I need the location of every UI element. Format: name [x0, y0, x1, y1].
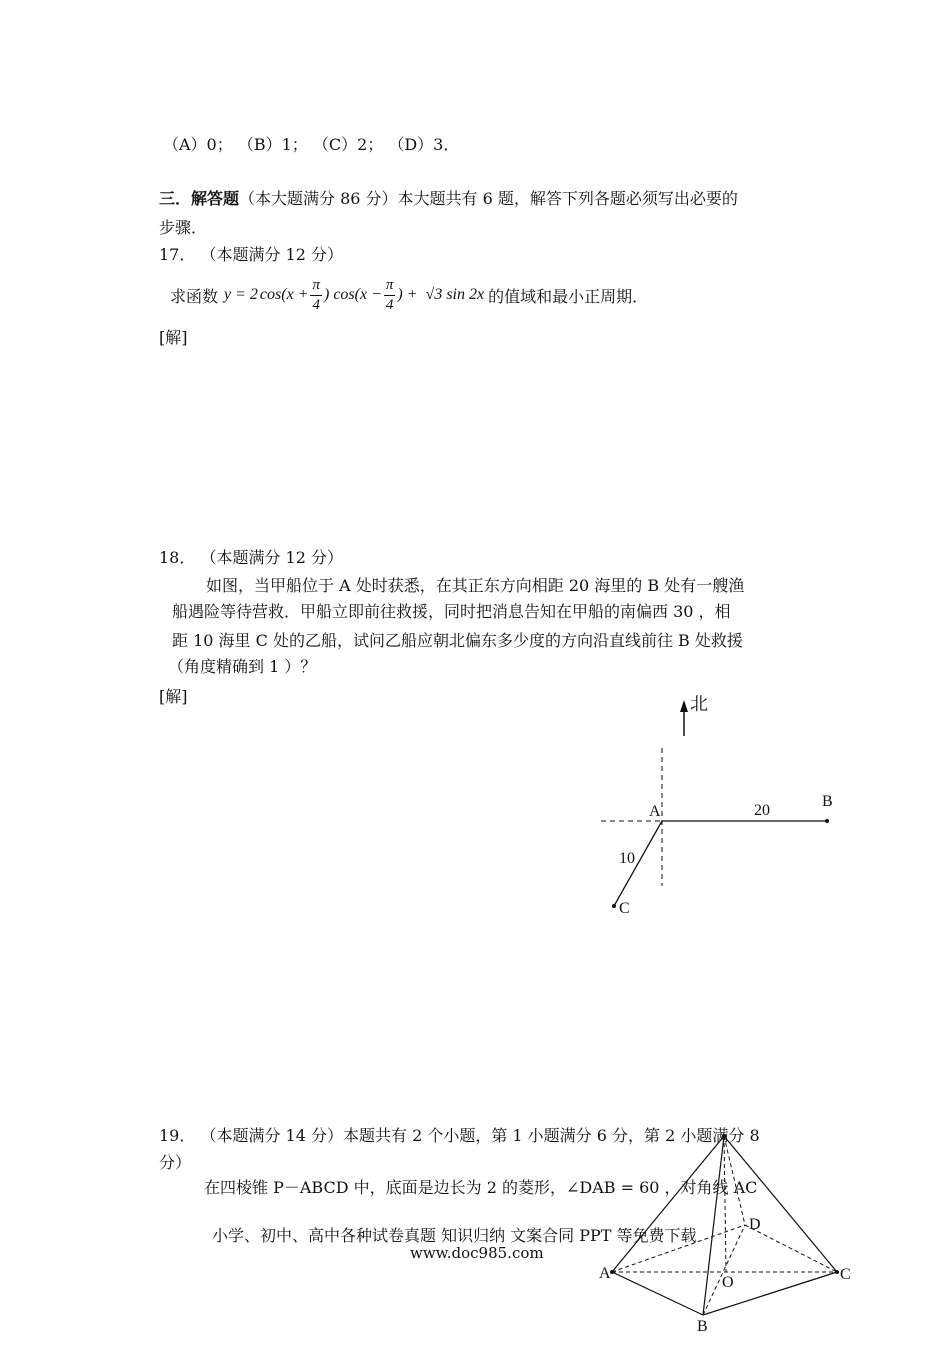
footer-url: www.doc985.com	[410, 1244, 544, 1262]
footer-promo-text: 小学、初中、高中各种试卷真题 知识归纳 文案合同 PPT 等免费下载	[212, 1226, 697, 1245]
q19-body-line1: 在四棱锥 P－ABCD 中，底面是边长为 2 的菱形，∠DAB = 60 ，对角线 AC	[204, 1178, 758, 1197]
q18-header: 18． （本题满分 12 分）	[159, 548, 343, 567]
label-b: B	[822, 793, 833, 810]
q19-label-b: B	[697, 1318, 708, 1335]
q17-fraction-1-den: 4	[312, 296, 320, 313]
q19-label-o: O	[722, 1274, 734, 1291]
distance-ab: 20	[754, 802, 770, 819]
q18-line4: （角度精确到 1 ）？	[168, 657, 317, 676]
q17-fraction-2-den: 4	[385, 296, 394, 313]
q17-formula-cos1: cos(x +	[259, 286, 309, 303]
q18-line3: 距 10 海里 C 处的乙船，试问乙船应朝北偏东多少度的方向沿直线前往 B 处救援	[172, 631, 743, 650]
section-intro-continued: 步骤．	[159, 218, 208, 237]
q17-solution-label: [解]	[159, 328, 188, 347]
q17-suffix: 的值域和最小正周期．	[488, 286, 649, 306]
q19-header: 19． （本题满分 14 分）本题共有 2 个小题，第 1 小题满分 6 分，第 2 小题满分 8	[159, 1126, 760, 1145]
section-title: 三．解答题	[159, 189, 240, 208]
north-label: 北	[690, 694, 708, 714]
label-a: A	[649, 803, 661, 820]
q17-formula-cos2: ) cos(x −	[324, 286, 382, 303]
point-c	[612, 904, 616, 908]
distance-ac: 10	[619, 850, 635, 867]
q17-formula-y: y = 2	[224, 286, 258, 303]
q19-label-d: D	[749, 1216, 761, 1233]
q17-header: 17． （本题满分 12 分）	[159, 245, 343, 264]
q17-formula-close: ) +	[397, 286, 418, 303]
q17-formula-sqrt: √3	[425, 286, 443, 303]
q18-line1: 如图，当甲船位于 A 处时获悉，在其正东方向相距 20 海里的 B 处有一艘渔	[206, 576, 745, 595]
q17-formula-sin: sin 2x	[446, 286, 485, 303]
q19-header-continued: 分）	[159, 1153, 192, 1172]
q17-fraction-2-num: π	[384, 278, 396, 296]
label-c: C	[619, 900, 630, 917]
q18-line2: 船遇险等待营救．甲船立即前往救援，同时把消息告知在甲船的南偏西 30 ，相	[172, 602, 731, 621]
q19-label-a: A	[599, 1265, 611, 1282]
q18-solution-label: [解]	[159, 687, 188, 706]
q19-label-c: C	[840, 1266, 851, 1283]
point-b	[825, 819, 829, 823]
section-intro: （本大题满分 86 分）本大题共有 6 题，解答下列各题必须写出必要的	[239, 189, 738, 208]
q17-prefix: 求函数	[170, 286, 219, 306]
mc-options: （A）0； （B）1； （C）2； （D）3．	[163, 135, 460, 154]
q17-fraction-1-num: π	[310, 278, 322, 296]
north-arrow-icon	[680, 700, 688, 736]
